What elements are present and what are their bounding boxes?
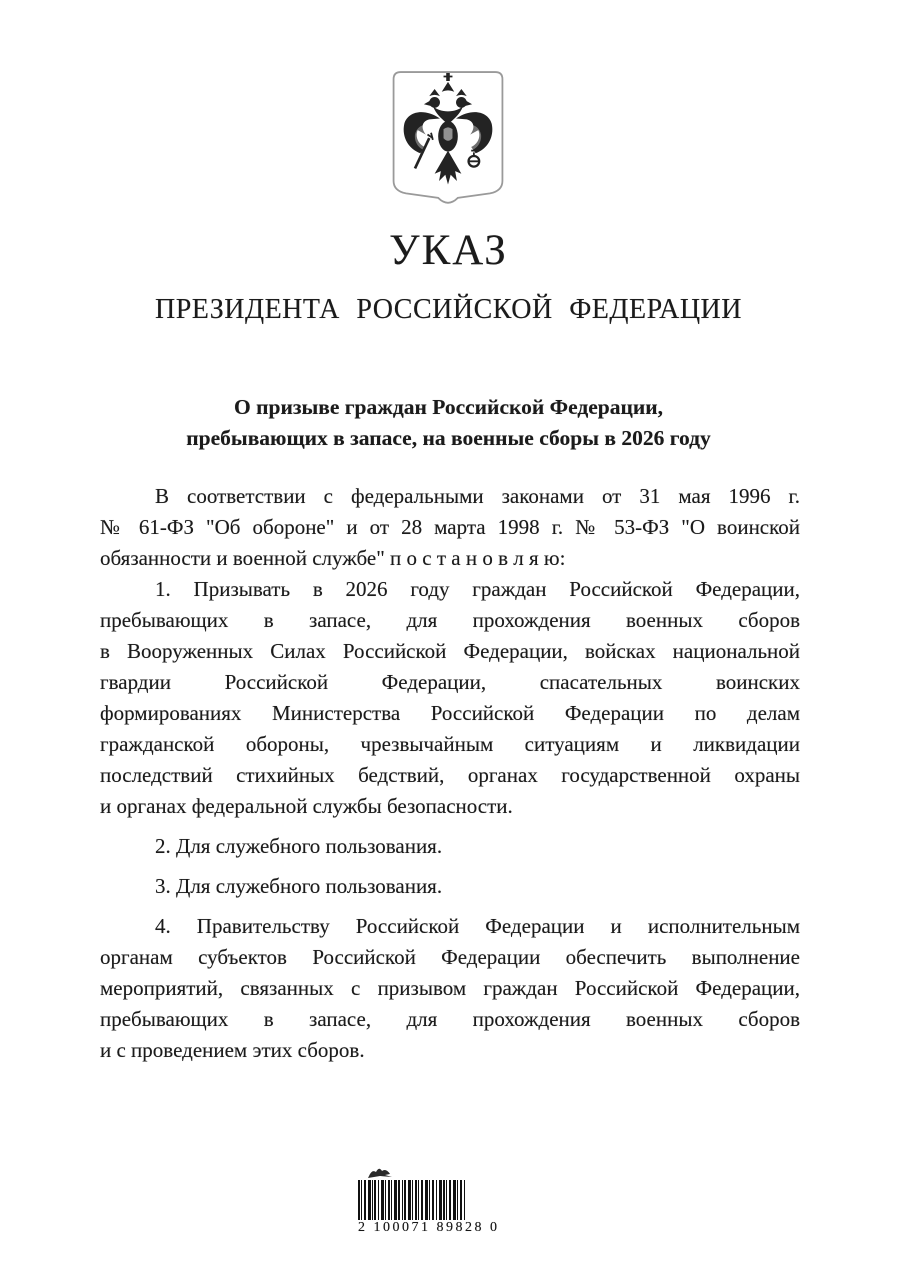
doc-title bbox=[0, 392, 897, 454]
body-line: обязанности и военной службе" п о с т а н о в л я ю: bbox=[100, 546, 566, 570]
body-line: и органах федеральной службы безопасности. bbox=[100, 794, 513, 818]
body-line: гражданской обороны, чрезвычайным ситуациям и ликвидации bbox=[100, 732, 800, 756]
body-line: органам субъектов Российской Федерации обеспечить выполнение bbox=[100, 945, 800, 969]
body-line: пребывающих в запасе, для прохождения военных сборов bbox=[100, 1007, 800, 1031]
body-line: последствий стихийных бедствий, органах государственной охраны bbox=[100, 763, 800, 787]
issuer-heading: ПРЕЗИДЕНТА РОССИЙСКОЙ ФЕДЕРАЦИИ bbox=[154, 294, 742, 325]
doc-title-line-1: О призыве граждан Российской Федерации, bbox=[234, 395, 663, 419]
doc-type-heading: УКАЗ bbox=[389, 227, 508, 274]
body-line: 4. Правительству Российской Федерации и исполнительным bbox=[155, 914, 800, 938]
doc-title-line-2: пребывающих в запасе, на военные сборы в 2026 году bbox=[186, 426, 711, 450]
body-line: № 61-ФЗ "Об обороне" и от 28 марта 1998 г. № 53-ФЗ "О воинской bbox=[100, 515, 800, 539]
barcode-digits: 2 100071 89828 0 bbox=[358, 1220, 500, 1235]
body-line: 3. Для служебного пользования. bbox=[155, 874, 443, 898]
decree-body bbox=[100, 481, 800, 1066]
coat-of-arms-icon bbox=[390, 68, 506, 210]
body-line: пребывающих в запасе, для прохождения военных сборов bbox=[100, 608, 800, 632]
body-line: 2. Для служебного пользования. bbox=[155, 834, 443, 858]
body-line: формированиях Министерства Российской Федерации по делам bbox=[100, 701, 800, 725]
body-line: В соответствии с федеральными законами от 31 мая 1996 г. bbox=[155, 484, 800, 508]
body-line: мероприятий, связанных с призывом граждан Российской Федерации, bbox=[100, 976, 800, 1000]
barcode-eagle-icon bbox=[366, 1166, 396, 1179]
barcode-block bbox=[358, 1166, 498, 1236]
barcode-icon bbox=[358, 1180, 468, 1220]
body-line: 1. Призывать в 2026 году граждан Российской Федерации, bbox=[155, 577, 800, 601]
body-line: и с проведением этих сборов. bbox=[100, 1038, 365, 1062]
body-line: в Вооруженных Силах Российской Федерации, войсках национальной bbox=[100, 639, 800, 663]
body-line: гвардии Российской Федерации, спасательных воинских bbox=[100, 670, 800, 694]
